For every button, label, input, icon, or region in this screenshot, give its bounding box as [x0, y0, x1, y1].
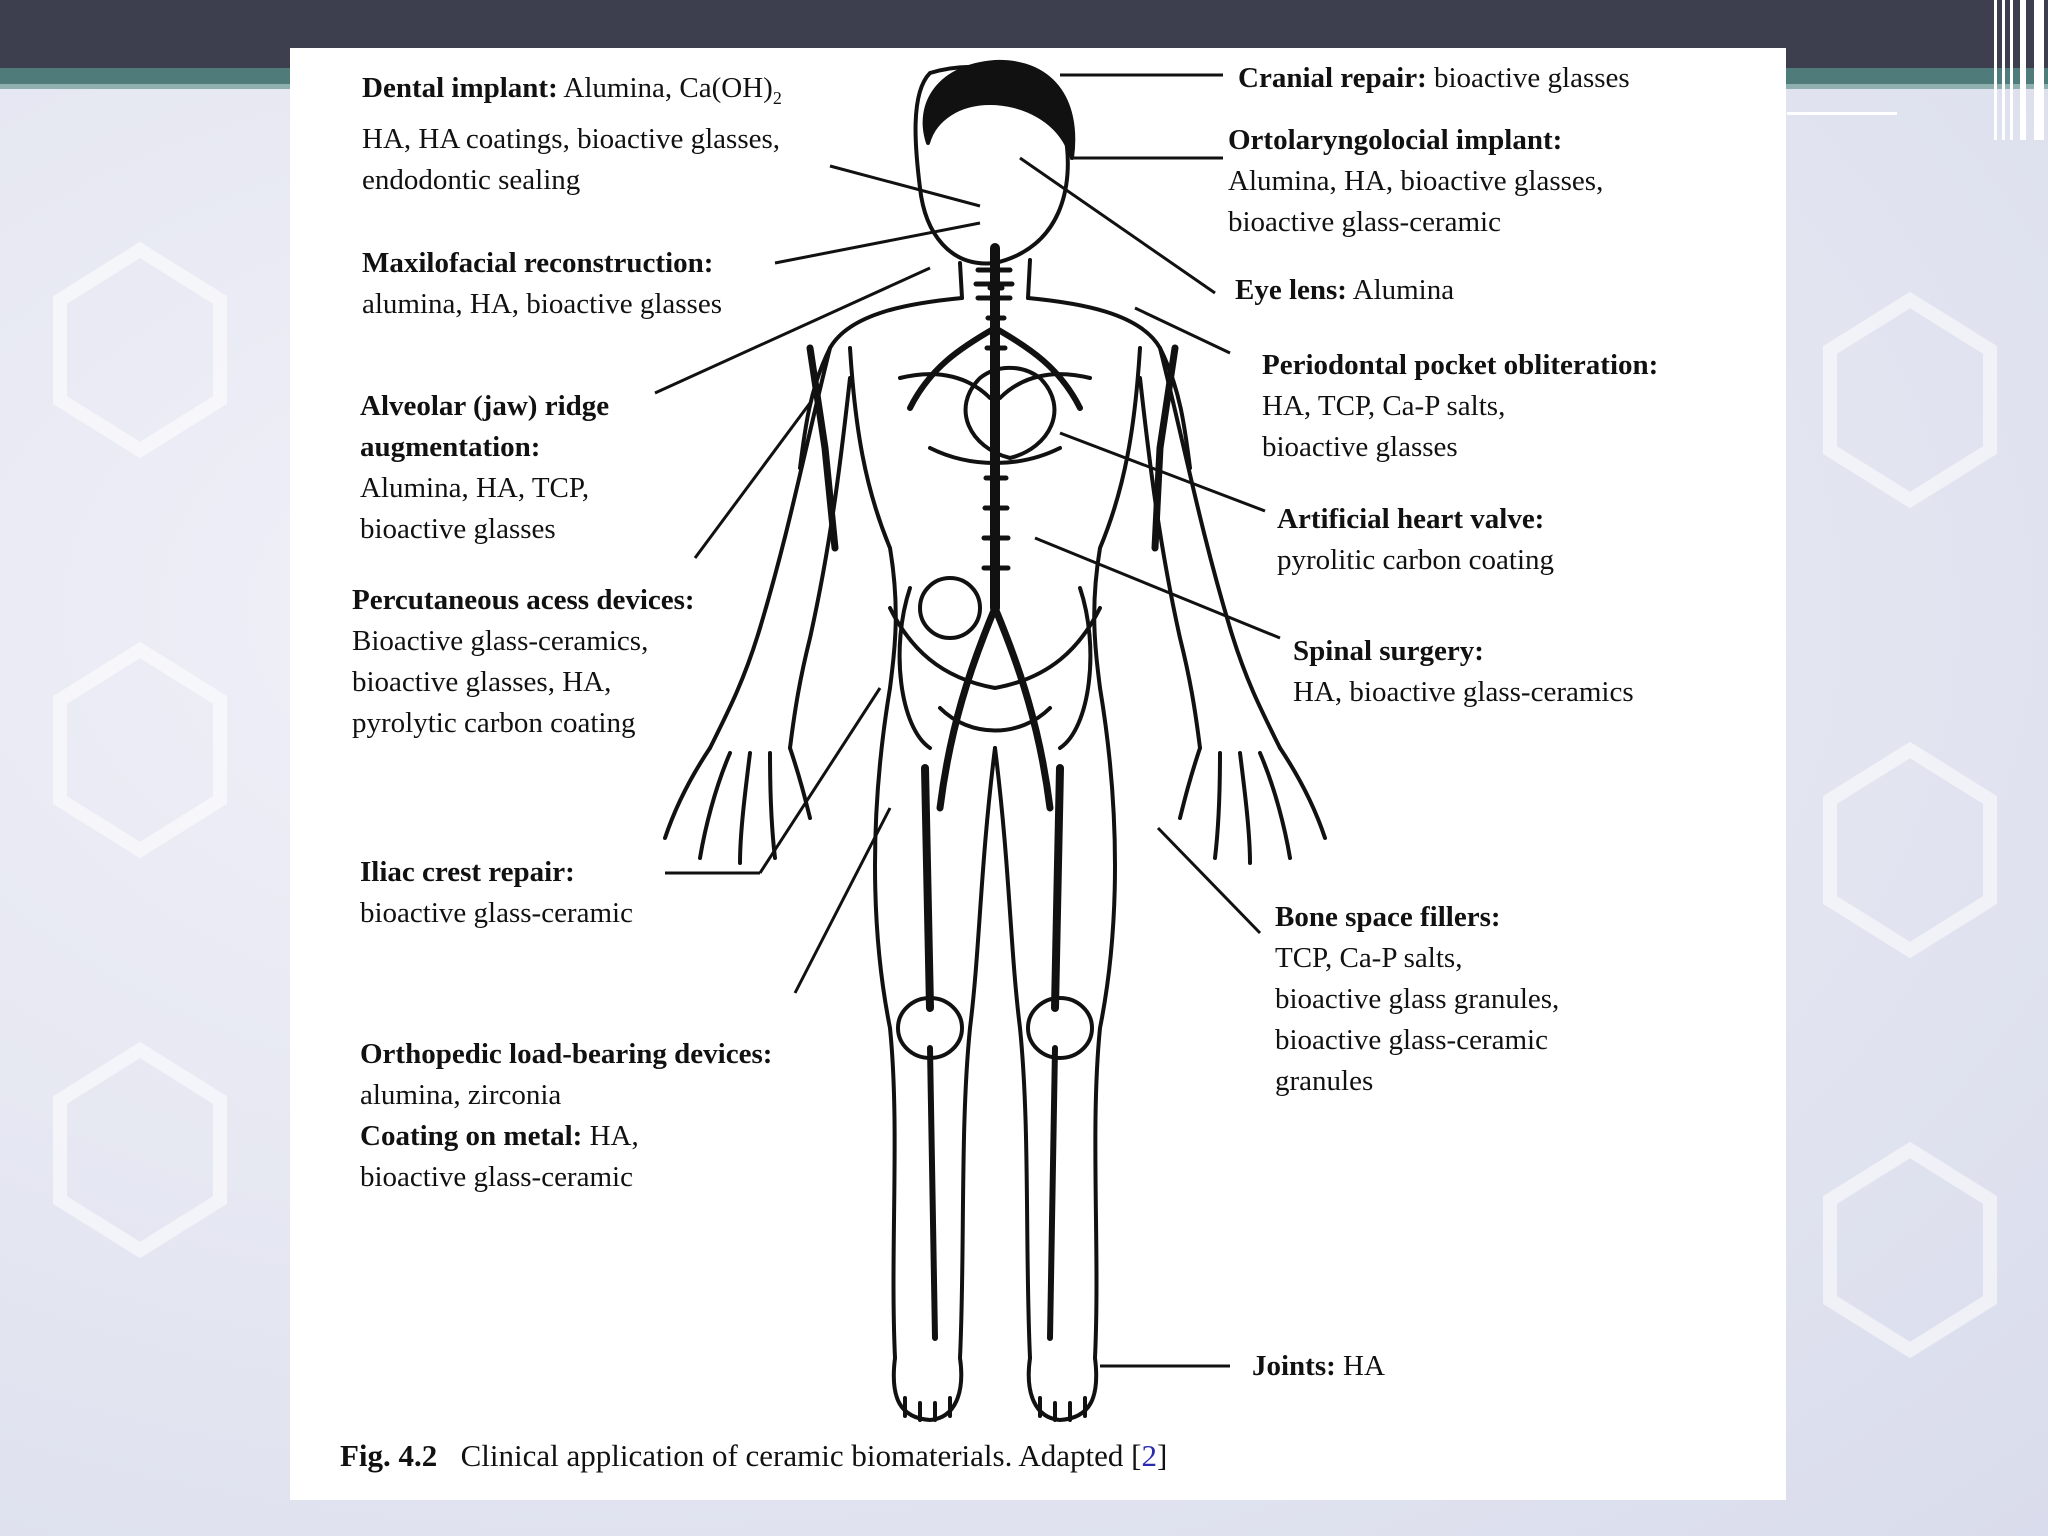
- label-bone-space: [1275, 897, 1559, 1102]
- label-bone-line2: bioactive glass granules,: [1275, 983, 1560, 1015]
- label-alveolar-title2: augmentation:: [360, 431, 541, 463]
- label-eye-title: Eye lens:: [1235, 274, 1347, 306]
- leader-dental: [830, 166, 980, 206]
- label-maxilofacial-title: Maxilofacial reconstruction:: [362, 247, 714, 279]
- label-maxilofacial: [362, 243, 722, 325]
- label-heart-valve: [1277, 499, 1554, 581]
- label-alveolar-line2: bioactive glasses: [360, 513, 556, 545]
- label-dental-line2: HA, HA coatings, bioactive glasses,: [362, 122, 781, 155]
- label-percutaneous: [352, 580, 695, 744]
- label-joints: [1252, 1346, 1385, 1387]
- label-eye-line1: Alumina: [1352, 274, 1455, 306]
- caption-reference-link[interactable]: 2: [1141, 1438, 1157, 1473]
- label-orthopedic-line2a: HA,: [589, 1120, 639, 1152]
- leader-percutaneous: [695, 403, 810, 558]
- label-heart-title: Artificial heart valve:: [1277, 503, 1545, 535]
- label-spinal-line1: HA, bioactive glass-ceramics: [1293, 676, 1634, 708]
- label-orthopedic-title: Orthopedic load-bearing devices:: [360, 1038, 773, 1070]
- label-orthopedic-title2: Coating on metal:: [360, 1120, 583, 1152]
- label-bone-line4: granules: [1275, 1065, 1374, 1097]
- leader-iliac-2: [760, 688, 880, 873]
- label-bone-line3: bioactive glass-ceramic: [1275, 1024, 1548, 1056]
- label-alveolar-title1: Alveolar (jaw) ridge: [360, 390, 610, 422]
- label-dental-title: Dental implant:: [362, 72, 558, 104]
- caption-ref-open: [: [1131, 1438, 1142, 1473]
- corner-stripes-decoration: [1990, 0, 2048, 140]
- label-percutaneous-line1: Bioactive glass-ceramics,: [352, 625, 649, 657]
- figure-panel: [290, 48, 1786, 1500]
- label-periodontal-title: Periodontal pocket obliteration:: [1262, 349, 1659, 381]
- label-ortolaryngolocial-line1: Alumina, HA, bioactive glasses,: [1228, 165, 1604, 197]
- label-maxilofacial-line1: alumina, HA, bioactive glasses: [362, 288, 722, 320]
- label-bone-line1: TCP, Ca-P salts,: [1275, 942, 1463, 974]
- label-alveolar: [360, 386, 609, 550]
- label-heart-line1: pyrolitic carbon coating: [1277, 544, 1555, 576]
- label-cranial-title: Cranial repair:: [1238, 62, 1427, 94]
- label-percutaneous-line3: pyrolytic carbon coating: [352, 707, 636, 739]
- label-eye-lens: [1235, 270, 1454, 311]
- label-dental-implant: [362, 68, 782, 201]
- caption-ref-close: ]: [1156, 1438, 1168, 1473]
- label-spinal-title: Spinal surgery:: [1293, 635, 1484, 667]
- leader-bone: [1158, 828, 1260, 933]
- label-iliac-line1: bioactive glass-ceramic: [360, 897, 633, 929]
- label-ortolaryngolocial: [1228, 120, 1603, 243]
- label-ortolaryngolocial-line2: bioactive glass-ceramic: [1228, 206, 1501, 238]
- label-periodontal: [1262, 345, 1658, 468]
- figure-caption: [340, 1438, 1167, 1474]
- label-dental-line1: Alumina, Ca(OH): [563, 72, 773, 104]
- label-ortolaryngolocial-title: Ortolaryngolocial implant:: [1228, 124, 1563, 156]
- label-joints-title: Joints:: [1252, 1350, 1336, 1382]
- label-percutaneous-title: Percutaneous acess devices:: [352, 584, 695, 616]
- label-iliac-title: Iliac crest repair:: [360, 856, 575, 888]
- leader-periodontal: [1135, 308, 1230, 353]
- label-orthopedic-line3: bioactive glass-ceramic: [360, 1161, 633, 1193]
- caption-figure-label: Fig. 4.2: [340, 1438, 438, 1473]
- label-iliac-crest: [360, 852, 633, 934]
- caption-text: Clinical application of ceramic biomaterials. Adapted: [460, 1438, 1124, 1473]
- label-alveolar-line1: Alumina, HA, TCP,: [360, 472, 590, 504]
- label-cranial-line1: bioactive glasses: [1434, 62, 1630, 94]
- label-cranial-repair: [1238, 58, 1630, 99]
- label-bone-title: Bone space fillers:: [1275, 901, 1501, 933]
- label-percutaneous-line2: bioactive glasses, HA,: [352, 666, 612, 698]
- label-dental-subscript: 2: [772, 87, 782, 108]
- label-dental-line3: endodontic sealing: [362, 163, 581, 196]
- label-spinal-surgery: [1293, 631, 1634, 713]
- leader-spinal: [1035, 538, 1280, 638]
- label-periodontal-line2: bioactive glasses: [1262, 431, 1458, 463]
- leader-maxilofacial: [775, 223, 980, 263]
- label-periodontal-line1: HA, TCP, Ca-P salts,: [1262, 390, 1506, 422]
- label-orthopedic: [360, 1034, 772, 1198]
- label-joints-line1: HA: [1343, 1350, 1385, 1382]
- slide-divider-line: [1787, 112, 1897, 115]
- label-orthopedic-line1: alumina, zirconia: [360, 1079, 562, 1111]
